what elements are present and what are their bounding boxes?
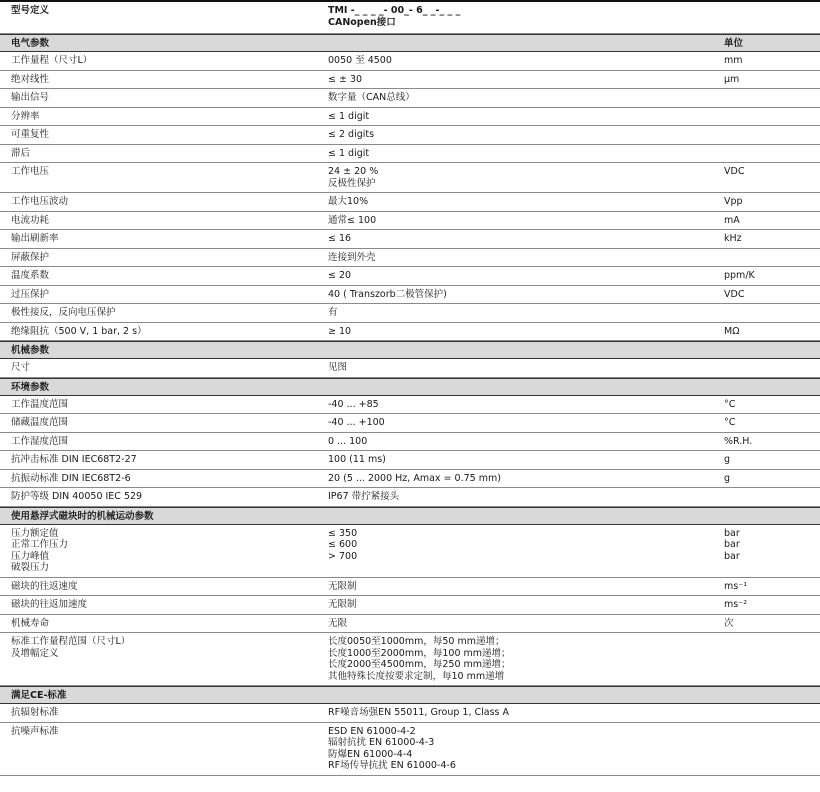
spec-unit [724, 436, 814, 448]
spec-name [11, 726, 311, 738]
spec-name-line: 磁块的往返加速度 [11, 599, 88, 610]
spec-value [328, 307, 708, 319]
spec-unit [724, 289, 814, 301]
spec-name-line: 正常工作压力 [11, 539, 69, 550]
spec-value-line: 20 (5 ... 2000 Hz, Amax = 0.75 mm) [328, 472, 501, 484]
spec-name-line: 标准工作量程范围（尺寸L） [11, 636, 131, 647]
spec-unit-line: ms⁻¹ [724, 580, 748, 592]
spec-value-line: ≤ 600 [328, 539, 358, 550]
spec-unit [724, 618, 814, 630]
spec-value [328, 436, 708, 448]
spec-unit [724, 74, 814, 86]
spec-value [328, 473, 708, 485]
spec-name-line: 抗振动标准 DIN IEC68T2-6 [11, 472, 131, 484]
model-code: TMI -_ _ _ _- 00_- 6_ _-_ _ _ [328, 5, 461, 16]
spec-value-line: ≤ 1 digit [328, 147, 370, 159]
spec-value-line: 有 [328, 307, 338, 318]
spec-name-line: 工作电压 [11, 166, 50, 177]
spec-unit-line: bar [724, 539, 740, 550]
spec-value [328, 636, 708, 682]
spec-row [0, 359, 820, 378]
spec-row [0, 249, 820, 268]
spec-name-line: 绝对线性 [11, 73, 50, 85]
spec-name-line: 温度系数 [11, 270, 50, 281]
spec-value-line: ≤ 350 [328, 527, 358, 539]
spec-value [328, 233, 708, 245]
spec-name-line: 工作湿度范围 [11, 435, 69, 447]
spec-name [11, 166, 311, 178]
spec-value-line: ESD EN 61000-4-2 [328, 725, 416, 737]
spec-name-line: 压力峰值 [11, 550, 50, 562]
spec-row [0, 433, 820, 452]
spec-row [0, 525, 820, 578]
spec-row [0, 267, 820, 286]
spec-value-line: 100 (11 ms) [328, 454, 386, 465]
spec-name [11, 636, 311, 659]
spec-name-line: 抗噪声标准 [11, 725, 59, 737]
spec-value-line: -40 ... +100 [328, 417, 385, 428]
spec-unit-line: μm [724, 73, 740, 85]
spec-name-line: 过压保护 [11, 288, 50, 300]
spec-value [328, 707, 708, 719]
spec-unit [724, 417, 814, 429]
spec-name [11, 252, 311, 264]
spec-name [11, 417, 311, 429]
spec-name [11, 473, 311, 485]
spec-value [328, 252, 708, 264]
section-header-3 [0, 507, 820, 525]
spec-row [0, 323, 820, 342]
spec-name-line: 电流功耗 [11, 214, 50, 226]
spec-value-line: 辐射抗扰 EN 61000-4-3 [328, 737, 435, 748]
spec-value [328, 166, 708, 189]
spec-name [11, 362, 311, 374]
spec-name [11, 399, 311, 411]
spec-row [0, 163, 820, 193]
spec-value-line: 无限 [328, 617, 348, 629]
spec-name [11, 74, 311, 86]
spec-unit-line: g [724, 454, 731, 465]
spec-value [328, 148, 708, 160]
spec-row [0, 470, 820, 489]
spec-value-line: 见图 [328, 362, 348, 373]
section-header-1 [0, 341, 820, 359]
spec-value [328, 74, 708, 86]
spec-name-line: 分辨率 [11, 110, 40, 122]
spec-row [0, 414, 820, 433]
spec-value [328, 599, 708, 611]
spec-value-line: 防爆EN 61000-4-4 [328, 748, 413, 760]
spec-value [328, 726, 708, 772]
spec-value-line: -40 ... +85 [328, 398, 379, 410]
spec-name [11, 148, 311, 160]
spec-unit [724, 399, 814, 411]
spec-row [0, 396, 820, 415]
spec-name [11, 707, 311, 719]
spec-unit [724, 55, 814, 67]
spec-row [0, 230, 820, 249]
spec-unit-line: Vpp [724, 196, 743, 207]
spec-value-line: 0050 至 4500 [328, 55, 392, 66]
spec-name [11, 581, 311, 593]
spec-value-line: 长度2000至4500mm，每250 mm递增； [328, 659, 511, 670]
spec-value-line: 长度0050至1000mm，每50 mm递增； [328, 636, 505, 647]
spec-name [11, 491, 311, 503]
spec-name [11, 196, 311, 208]
section-title: 电气参数 [11, 38, 50, 49]
spec-unit-line: mm [724, 55, 743, 66]
spec-name [11, 454, 311, 466]
header-label: 型号定义 [11, 5, 50, 16]
spec-unit-line: mA [724, 214, 740, 226]
spec-unit [724, 196, 814, 208]
spec-value-line: 数字量（CAN总线） [328, 92, 415, 103]
spec-value [328, 491, 708, 503]
spec-row [0, 193, 820, 212]
spec-row [0, 108, 820, 127]
spec-value-line: IP67 带拧紧接头 [328, 491, 400, 502]
spec-unit-line: kHz [724, 233, 742, 244]
spec-unit-line: %R.H. [724, 435, 753, 447]
spec-row [0, 304, 820, 323]
spec-unit-line: ms⁻² [724, 599, 748, 610]
spec-value [328, 196, 708, 208]
spec-unit [724, 581, 814, 593]
spec-name-line: 滞后 [11, 147, 31, 159]
spec-row [0, 451, 820, 470]
spec-value-line: ≤ 1 digit [328, 110, 370, 122]
spec-name [11, 289, 311, 301]
spec-name [11, 528, 311, 574]
spec-name-line: 磁块的往返速度 [11, 580, 78, 592]
spec-name [11, 307, 311, 319]
spec-unit-line: bar [724, 550, 740, 562]
spec-unit-line: MΩ [724, 325, 740, 337]
spec-value-line: 40 ( Transzorb二极管保护) [328, 288, 447, 300]
section-title: 满足CE-标准 [11, 690, 67, 701]
spec-value-line: 24 ± 20 % [328, 166, 379, 177]
spec-value-line: 长度1000至2000mm，每100 mm递增； [328, 647, 511, 659]
spec-value-line: ≥ 10 [328, 325, 352, 337]
spec-name-line: 破裂压力 [11, 562, 50, 573]
spec-name [11, 129, 311, 141]
spec-name-line: 输出信号 [11, 92, 50, 103]
spec-value [328, 454, 708, 466]
spec-row [0, 212, 820, 231]
spec-name-line: 抗冲击标准 DIN IEC68T2-27 [11, 454, 137, 465]
spec-name-line: 尺寸 [11, 362, 31, 373]
header-row [0, 0, 820, 34]
spec-value-line: ≤ 2 digits [328, 129, 375, 140]
spec-name-line: 工作量程（尺寸L） [11, 55, 93, 66]
spec-value [328, 55, 708, 67]
spec-unit-line: g [724, 472, 731, 484]
spec-row [0, 52, 820, 71]
header-model [328, 5, 708, 28]
spec-name-line: 储藏温度范围 [11, 417, 69, 428]
spec-row [0, 723, 820, 776]
spec-value-line: ≤ ± 30 [328, 73, 363, 85]
spec-name-line: 工作电压波动 [11, 196, 69, 207]
spec-value [328, 270, 708, 282]
unit-header: 单位 [724, 38, 744, 49]
spec-name-line: 屏蔽保护 [11, 251, 50, 263]
spec-unit [724, 528, 814, 563]
spec-unit-line: VDC [724, 166, 745, 177]
spec-row [0, 704, 820, 723]
spec-name [11, 436, 311, 448]
spec-unit-line: 次 [724, 617, 734, 629]
spec-value [328, 111, 708, 123]
section-header-4 [0, 686, 820, 704]
spec-name-line: 可重复性 [11, 129, 50, 140]
spec-row [0, 633, 820, 686]
spec-value [328, 528, 708, 563]
spec-name-line: 机械寿命 [11, 617, 50, 629]
spec-unit [724, 233, 814, 245]
spec-value [328, 399, 708, 411]
spec-name [11, 618, 311, 630]
spec-unit [724, 454, 814, 466]
spec-name-line: 防护等级 DIN 40050 IEC 529 [11, 491, 143, 502]
spec-name [11, 55, 311, 67]
spec-name-line: 抗辐射标准 [11, 707, 59, 718]
spec-row [0, 145, 820, 164]
spec-unit-line: ppm/K [724, 270, 755, 281]
spec-name [11, 215, 311, 227]
spec-row [0, 71, 820, 90]
spec-row [0, 596, 820, 615]
spec-unit-line: °C [724, 398, 736, 410]
spec-value [328, 581, 708, 593]
section-header-2 [0, 378, 820, 396]
spec-value-line: ≤ 20 [328, 270, 352, 281]
spec-unit-line: °C [724, 417, 736, 428]
spec-row [0, 89, 820, 108]
spec-row [0, 286, 820, 305]
spec-value-line: 最大10% [328, 196, 369, 207]
spec-name-line: 绝缘阻抗（500 V, 1 bar, 2 s） [11, 325, 147, 337]
spec-value-line: RF场传导抗扰 EN 61000-4-6 [328, 760, 456, 771]
spec-value [328, 92, 708, 104]
spec-value [328, 326, 708, 338]
spec-name [11, 270, 311, 282]
spec-unit [724, 166, 814, 178]
spec-value-line: 0 ... 100 [328, 435, 368, 447]
spec-value-line: RF噪音场强EN 55011, Group 1, Class A [328, 707, 509, 718]
spec-value-line: 其他特殊长度按要求定制，每10 mm递增 [328, 670, 505, 682]
section-header-0 [0, 34, 820, 52]
spec-row [0, 578, 820, 597]
spec-value-line: 无限制 [328, 599, 357, 610]
spec-unit [724, 599, 814, 611]
spec-value [328, 215, 708, 227]
spec-name [11, 326, 311, 338]
spec-unit-line: bar [724, 527, 740, 539]
spec-name-line: 输出刷新率 [11, 233, 59, 244]
section-title: 机械参数 [11, 345, 50, 356]
spec-name [11, 111, 311, 123]
spec-value [328, 618, 708, 630]
spec-value [328, 289, 708, 301]
sections-container [0, 34, 820, 776]
spec-unit [724, 326, 814, 338]
spec-name [11, 599, 311, 611]
spec-row [0, 615, 820, 634]
spec-value-line: 反极性保护 [328, 177, 376, 189]
spec-unit [724, 215, 814, 227]
spec-name-line: 工作温度范围 [11, 398, 69, 410]
spec-name [11, 92, 311, 104]
spec-value [328, 417, 708, 429]
spec-name-line: 极性接反，反向电压保护 [11, 307, 116, 318]
spec-unit-line: VDC [724, 288, 745, 300]
spec-row [0, 488, 820, 507]
spec-value [328, 362, 708, 374]
spec-value-line: 通常≤ 100 [328, 214, 377, 226]
spec-value-line: ≤ 16 [328, 233, 352, 244]
interface-name: CANopen接口 [328, 16, 396, 28]
spec-value-line: 连接到外壳 [328, 251, 376, 263]
spec-value-line: > 700 [328, 550, 358, 562]
spec-value [328, 129, 708, 141]
spec-value-line: 无限制 [328, 580, 357, 592]
section-title: 环境参数 [11, 381, 50, 393]
spec-unit [724, 270, 814, 282]
spec-unit [724, 473, 814, 485]
spec-name [11, 233, 311, 245]
spec-row [0, 126, 820, 145]
spec-name-line: 压力额定值 [11, 527, 59, 539]
spec-name-line: 及增幅定义 [11, 647, 59, 659]
section-title: 使用悬浮式磁块时的机械运动参数 [11, 510, 154, 522]
